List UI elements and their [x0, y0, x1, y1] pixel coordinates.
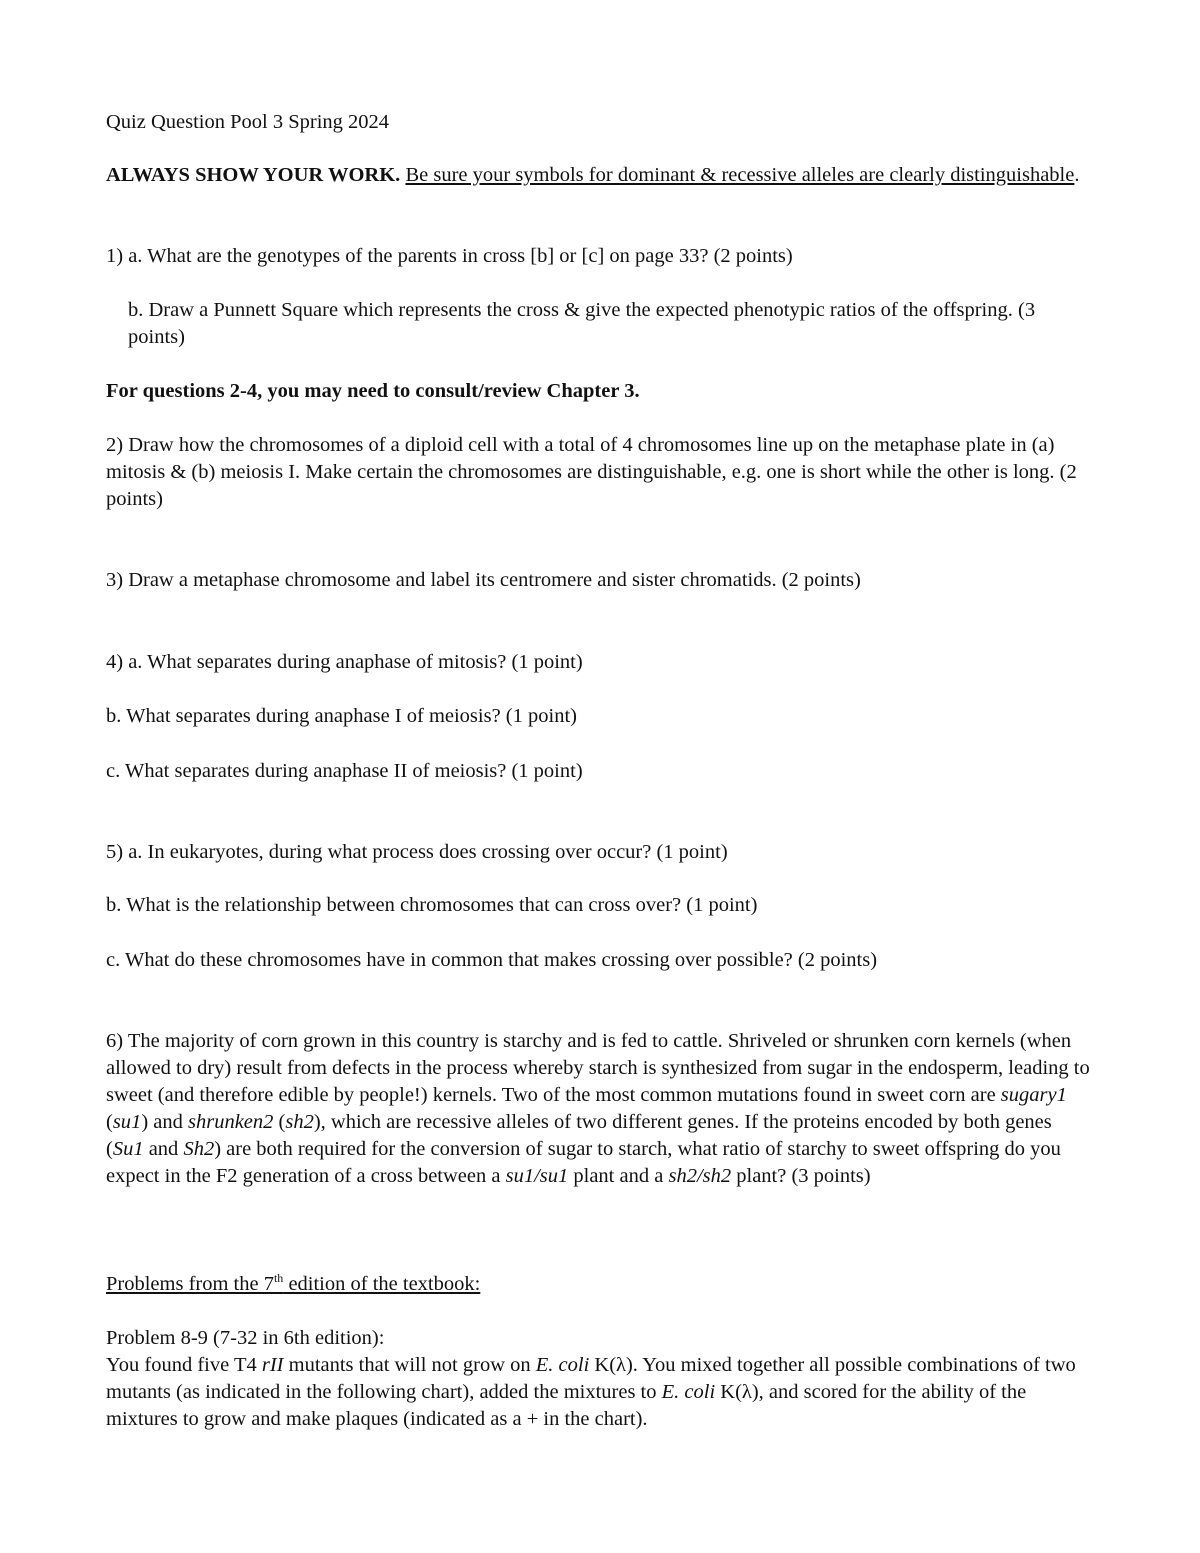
q6-text-8: plant and a [568, 1165, 669, 1187]
q6-text-3: ) and [141, 1111, 188, 1133]
p89-text-3: K(λ). You mixed together all possible combinations of two mutants (as indicated in the following chart), added the mixtures to [106, 1354, 1076, 1403]
q6-genotype-2: sh2/sh2 [668, 1165, 732, 1187]
p89-text-1: You found five T4 [106, 1354, 262, 1376]
problems-header-post: edition of the textbook: [283, 1273, 481, 1295]
q6-genotype-1: su1/su1 [505, 1165, 569, 1187]
q6-gene-Sh2: Sh2 [183, 1138, 215, 1160]
instructions-period: . [1074, 164, 1080, 186]
problems-header-pre: Problems from the 7 [106, 1273, 274, 1295]
q6-text-5: ), which are recessive alleles of two different genes. If the proteins encoded by both genes ( [106, 1111, 1052, 1160]
q6-gene-Su1: Su1 [112, 1138, 144, 1160]
p89-organism-2: E. coli [661, 1381, 716, 1403]
problem-8-9-title: Problem 8-9 (7-32 in 6th edition): [106, 1327, 385, 1349]
question-4a: 4) a. What separates during anaphase of mitosis? (1 point) [106, 651, 583, 673]
p89-text-4: K(λ), and scored for the ability of the mixtures to grow and make plaques (indicated as a + in the chart). [106, 1381, 1027, 1430]
document-title: Quiz Question Pool 3 Spring 2024 [106, 111, 390, 133]
question-4c: c. What separates during anaphase II of meiosis? (1 point) [106, 760, 583, 782]
q6-text-1: 6) The majority of corn grown in this country is starchy and is fed to cattle. Shriveled or shrunken corn kernels (when allowed to dry) result from defects in the process whereby starch is synthesized from sugar in the endosperm, leading to sweet (and therefore edible by people!) kernels. Two of the most common mutations found in sweet corn are [106, 1030, 1090, 1106]
q6-text-2: ( [106, 1111, 113, 1133]
p89-organism-1: E. coli [535, 1354, 590, 1376]
question-4b: b. What separates during anaphase I of meiosis? (1 point) [106, 705, 577, 727]
problem-8-9-text [106, 1352, 1091, 1433]
question-5a: 5) a. In eukaryotes, during what process does crossing over occur? (1 point) [106, 841, 728, 863]
instructions [106, 162, 1091, 189]
question-2: 2) Draw how the chromosomes of a diploid cell with a total of 4 chromosomes line up on the metaphase plate in (a) mitosis & (b) meiosis I. Make certain the chromosomes are distinguishable, e.g. one is short while the other is long. (2 points) [106, 434, 1077, 510]
q6-text-4: ( [273, 1111, 286, 1133]
q6-text-6: and [143, 1138, 184, 1160]
instructions-bold: ALWAYS SHOW YOUR WORK. [106, 164, 401, 186]
question-5c: c. What do these chromosomes have in common that makes crossing over possible? (2 points) [106, 949, 878, 971]
instructions-underlined: Be sure your symbols for dominant & recessive alleles are clearly distinguishable [405, 164, 1075, 186]
q6-gene-su1: su1 [112, 1111, 142, 1133]
question-1b-text: b. Draw a Punnett Square which represents the cross & give the expected phenotypic ratios of the offspring. (3 points) [128, 299, 1036, 348]
q6-text-7: ) are both required for the conversion of sugar to starch, what ratio of starchy to sweet offspring do you expect in the F2 generation of a cross between a [106, 1138, 1061, 1187]
question-1b [106, 297, 1091, 351]
q6-text-9: plant? (3 points) [731, 1165, 871, 1187]
question-5b: b. What is the relationship between chromosomes that can cross over? (1 point) [106, 894, 758, 916]
p89-mutant: rII [261, 1354, 284, 1376]
question-6 [106, 1028, 1091, 1190]
q6-gene-sh2: sh2 [285, 1111, 314, 1133]
section-note: For questions 2-4, you may need to consult/review Chapter 3. [106, 380, 640, 402]
problems-header [106, 1271, 1091, 1298]
problems-header-sup: th [273, 1271, 284, 1285]
question-3: 3) Draw a metaphase chromosome and label its centromere and sister chromatids. (2 points) [106, 569, 861, 591]
q6-gene-shrunken2: shrunken2 [188, 1111, 274, 1133]
q6-gene-sugary1: sugary1 [1000, 1084, 1067, 1106]
p89-text-2: mutants that will not grow on [283, 1354, 536, 1376]
question-1a: 1) a. What are the genotypes of the parents in cross [b] or [c] on page 33? (2 points) [106, 245, 793, 267]
